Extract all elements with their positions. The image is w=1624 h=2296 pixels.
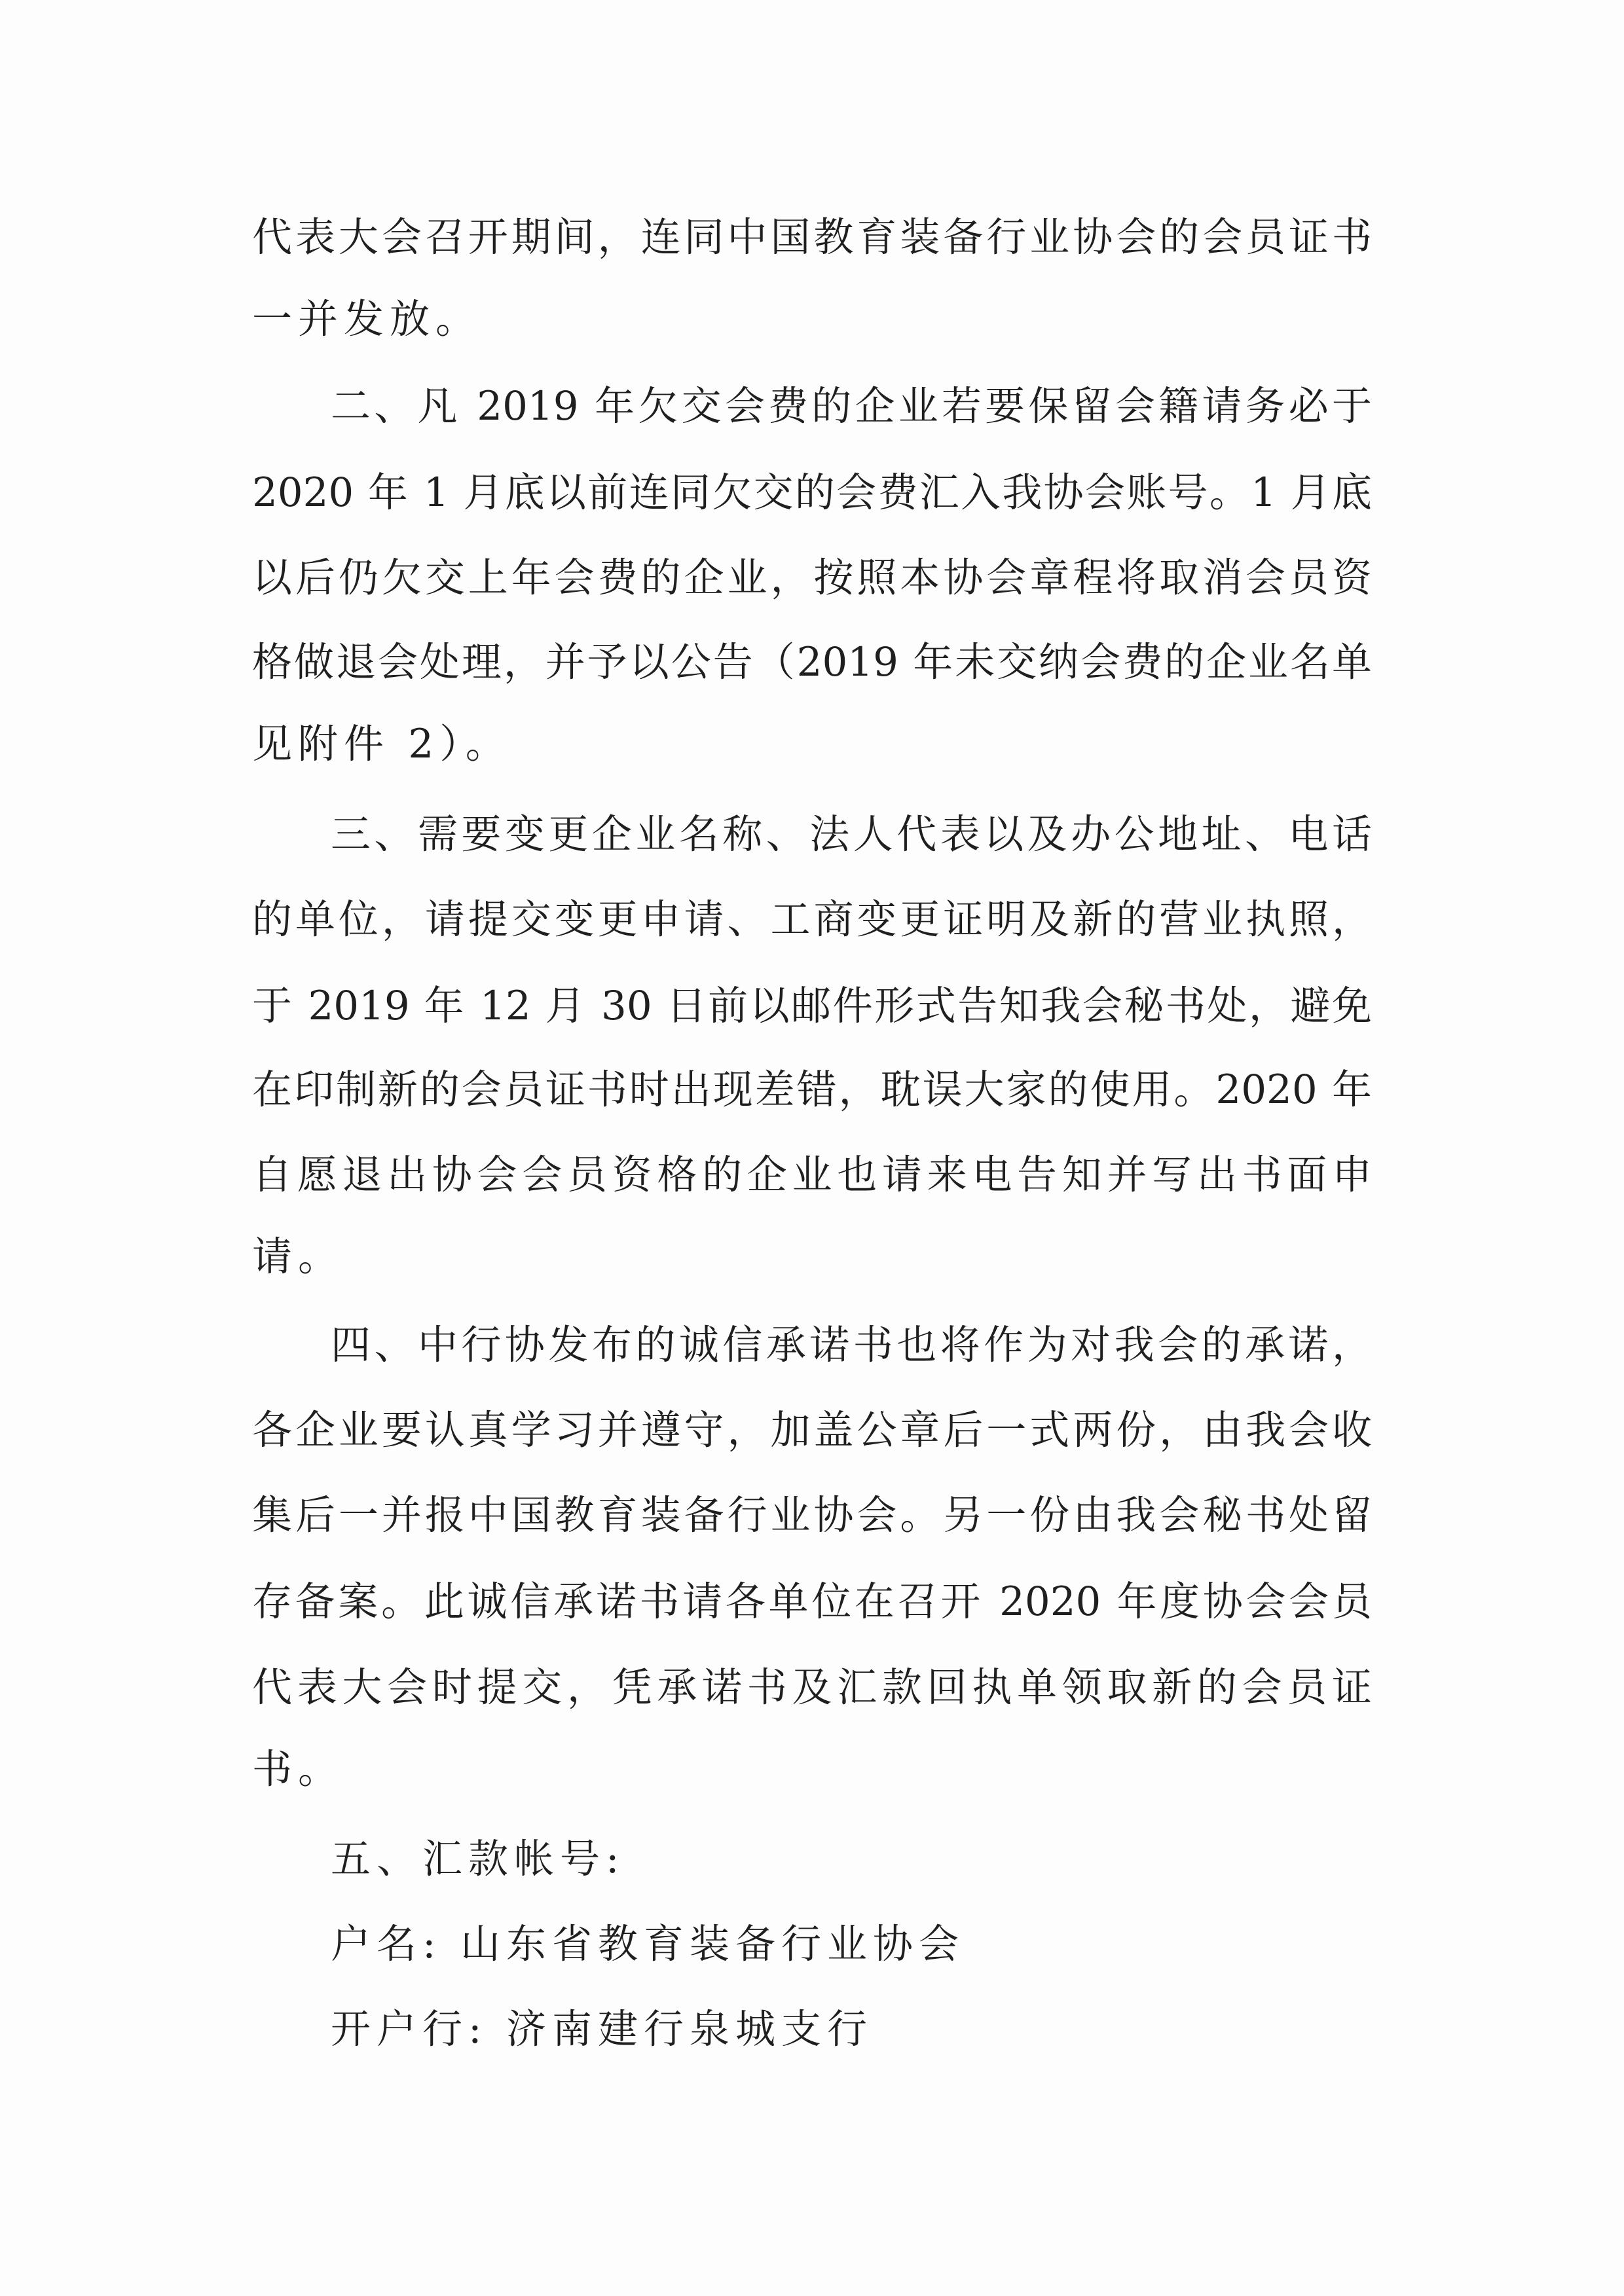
para-3-line-4: 在印制新的会员证书时出现差错，耽误大家的使用。2020 年 (252, 1066, 1372, 1113)
para-2-line-5: 见附件 2）。 (252, 721, 511, 767)
para-3-line-2: 的单位，请提交变更申请、工商变更证明及新的营业执照， (252, 896, 1372, 943)
para-4-line-3: 集后一并报中国教育装备行业协会。另一份由我会秘书处留 (252, 1492, 1372, 1539)
text-line-cont-2: 一并发放。 (252, 296, 482, 342)
text-line-cont-1: 代表大会召开期间，连同中国教育装备行业协会的会员证书 (252, 214, 1372, 261)
para-4-line-4: 存备案。此诚信承诺书请各单位在召开 2020 年度协会会员 (252, 1578, 1372, 1625)
para-2-line-2: 2020 年 1 月底以前连同欠交的会费汇入我协会账号。1 月底 (252, 469, 1372, 516)
para-3-line-5: 自愿退出协会会员资格的企业也请来电告知并写出书面申 (252, 1152, 1372, 1198)
para-3-line-6: 请。 (252, 1233, 344, 1280)
para-3-line-3: 于 2019 年 12 月 30 日前以邮件形式告知我会秘书处，避免 (252, 983, 1372, 1029)
para-3-line-1: 三、需要变更企业名称、法人代表以及办公地址、电话 (331, 811, 1372, 858)
para-4-line-5: 代表大会时提交，凭承诺书及汇款回执单领取新的会员证 (252, 1664, 1372, 1711)
para-4-line-1: 四、中行协发布的诚信承诺书也将作为对我会的承诺， (331, 1322, 1372, 1368)
para-2-line-3: 以后仍欠交上年会费的企业，按照本协会章程将取消会员资 (252, 555, 1372, 601)
para-4-line-2: 各企业要认真学习并遵守，加盖公章后一式两份，由我会收 (252, 1407, 1372, 1453)
account-holder: 户名: 山东省教育装备行业协会 (331, 1921, 965, 1967)
para-2-line-4: 格做退会处理，并予以公告（2019 年未交纳会费的企业名单 (252, 639, 1372, 685)
account-heading: 五、汇款帐号: (331, 1836, 625, 1882)
para-2-line-1: 二、凡 2019 年欠交会费的企业若要保留会籍请务必于 (331, 383, 1372, 429)
account-bank: 开户行: 济南建行泉城支行 (331, 2006, 873, 2052)
para-4-line-6: 书。 (252, 1746, 344, 1793)
